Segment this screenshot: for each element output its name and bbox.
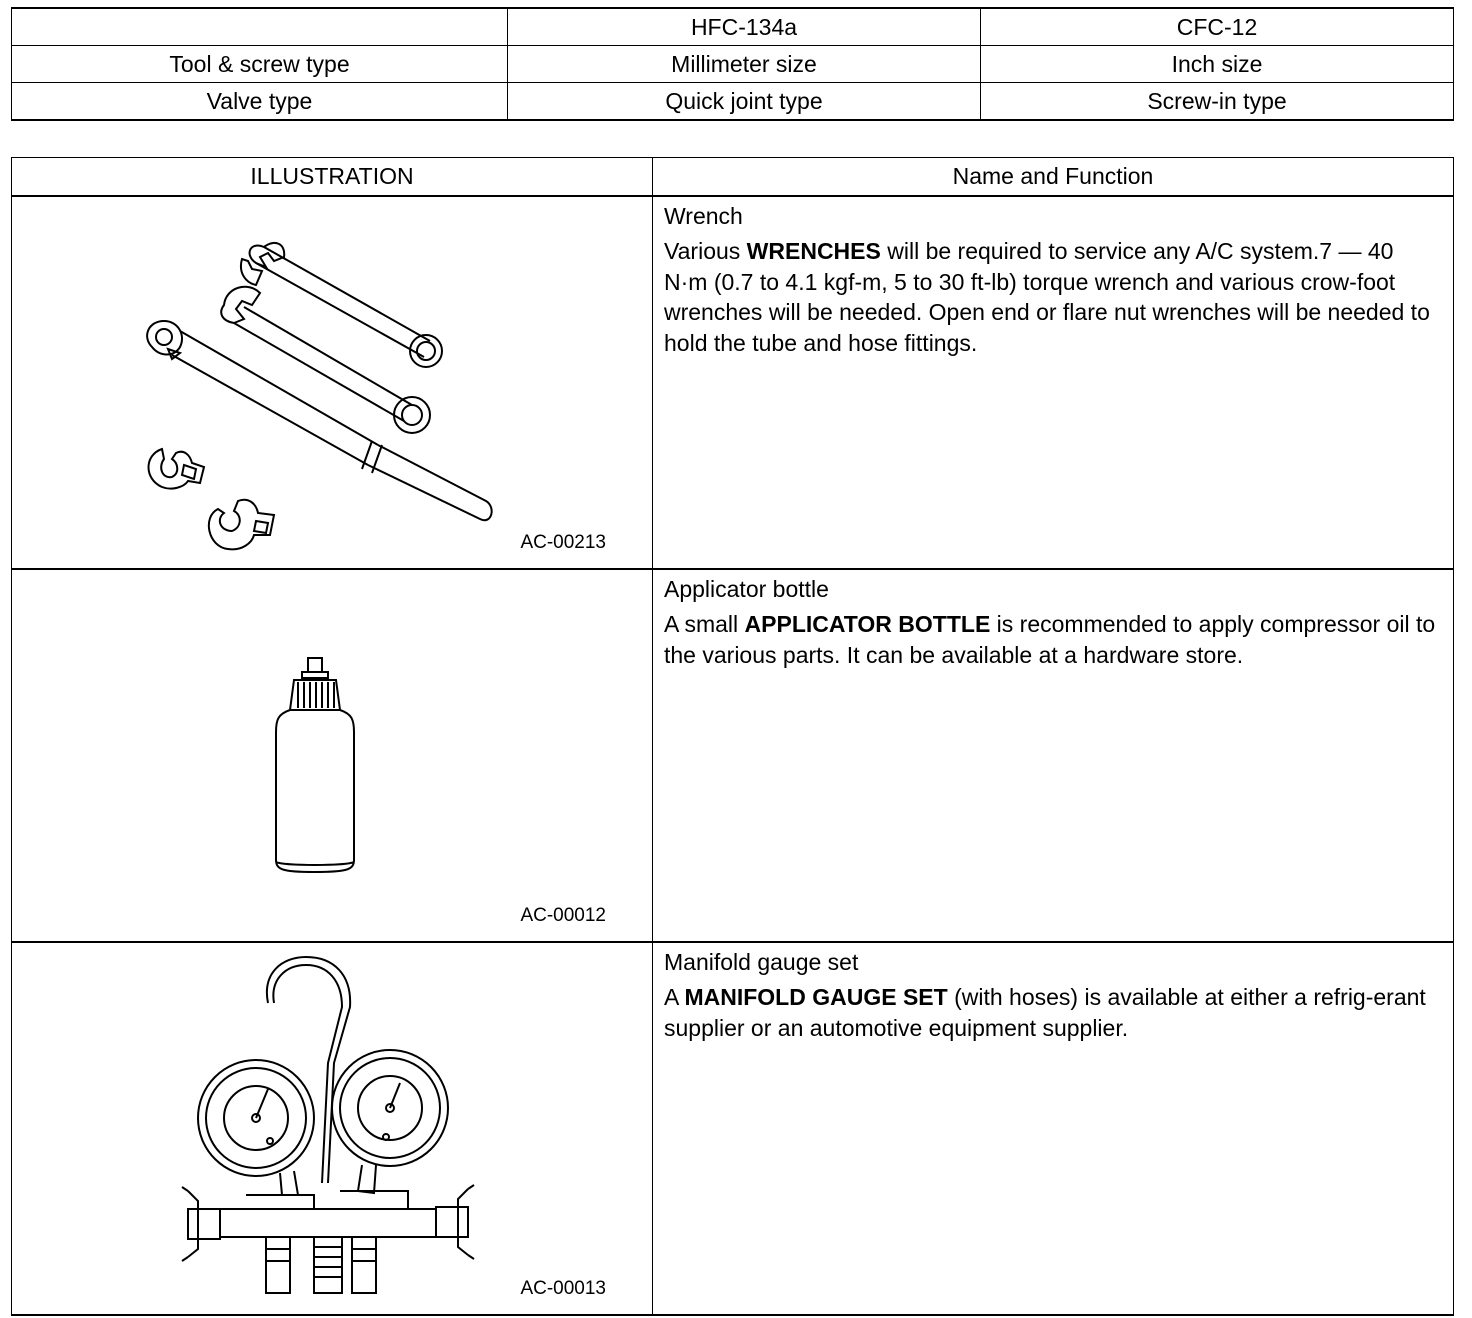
- tool-keyword: WRENCHES: [746, 238, 881, 264]
- figure-code: AC-00013: [520, 1278, 606, 1299]
- spec-cell-cfc12: Inch size: [981, 46, 1454, 83]
- tools-table: [11, 157, 1454, 1316]
- spec-row-tool-screw: [12, 46, 1454, 83]
- illustration-cell: [12, 569, 653, 942]
- figure-code: AC-00213: [520, 532, 606, 553]
- name-function-cell: [653, 196, 1454, 569]
- spec-header-blank: [12, 8, 508, 46]
- tool-description: A MANIFOLD GAUGE SET (with hoses) is available at either a refrig-erant supplier or an automotive equipment supplier.: [664, 984, 1426, 1041]
- illustration-cell: [12, 942, 653, 1315]
- spec-cell-hfc134a: Millimeter size: [508, 46, 981, 83]
- tool-name: Wrench: [664, 203, 743, 229]
- spec-row-label: Valve type: [12, 83, 508, 121]
- spec-row-valve: [12, 83, 1454, 121]
- tool-row-manifold-gauge-set: [12, 942, 1454, 1315]
- tool-name: Manifold gauge set: [664, 949, 859, 975]
- name-function-cell: [653, 569, 1454, 942]
- column-header-name-function: Name and Function: [653, 158, 1454, 197]
- column-header-illustration: ILLUSTRATION: [12, 158, 653, 197]
- tool-keyword: APPLICATOR BOTTLE: [744, 611, 991, 637]
- applicator-bottle-illustration: [12, 570, 652, 937]
- name-function-cell: [653, 942, 1454, 1315]
- spec-header-cfc12: CFC-12: [981, 8, 1454, 46]
- tool-description: Various WRENCHES will be required to service any A/C system.7 — 40 N·m (0.7 to 4.1 kgf-m, 5 to 30 ft-lb) torque wrench and various crow-foot wrenches will be needed. Open end or flare nut wrenches will be needed to hold the tube and hose fittings.: [664, 238, 1430, 356]
- tool-keyword: MANIFOLD GAUGE SET: [684, 984, 948, 1010]
- manifold-gauge-set-illustration: [12, 943, 652, 1310]
- wrench-set-illustration: [12, 197, 652, 564]
- figure-code: AC-00012: [520, 905, 606, 926]
- spec-header-row: [12, 8, 1454, 46]
- spec-header-hfc134a: HFC-134a: [508, 8, 981, 46]
- spec-cell-cfc12: Screw-in type: [981, 83, 1454, 121]
- tool-row-wrench: [12, 196, 1454, 569]
- tool-row-applicator-bottle: [12, 569, 1454, 942]
- illustration-cell: [12, 196, 653, 569]
- spec-comparison-table: [11, 7, 1454, 121]
- spec-cell-hfc134a: Quick joint type: [508, 83, 981, 121]
- tools-header-row: [12, 158, 1454, 197]
- tool-description: A small APPLICATOR BOTTLE is recommended to apply compressor oil to the various parts. It can be available at a hardware store.: [664, 611, 1436, 668]
- spec-row-label: Tool & screw type: [12, 46, 508, 83]
- tool-name: Applicator bottle: [664, 576, 829, 602]
